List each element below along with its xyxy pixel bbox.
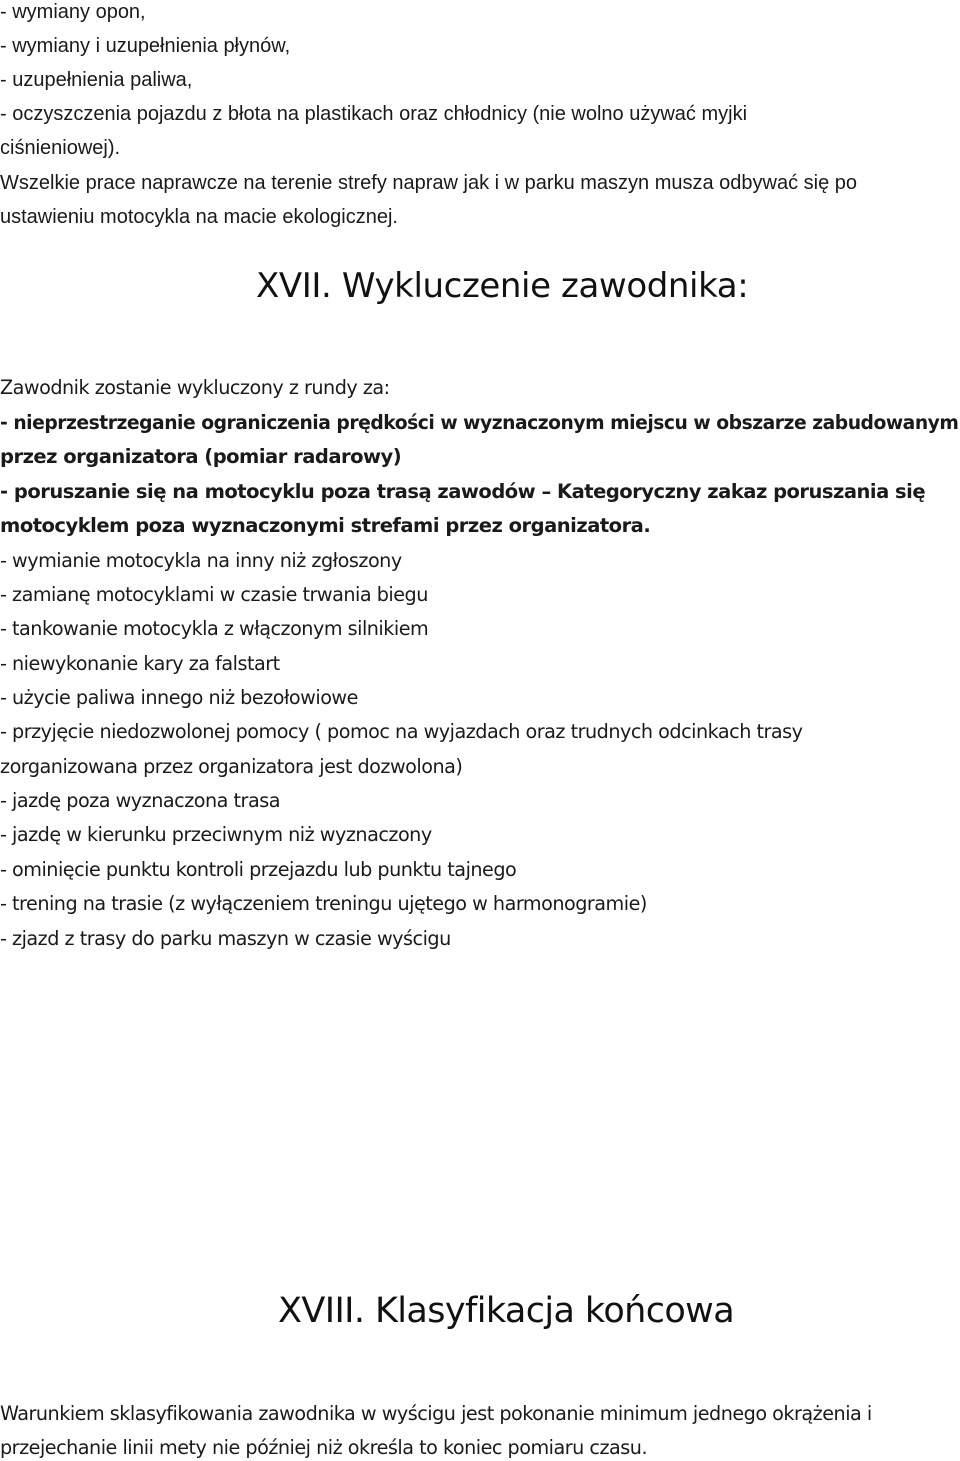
intro-line: ciśnieniowej). bbox=[0, 137, 121, 159]
list-item: - wymianie motocykla na inny niż zgłoszony bbox=[0, 549, 402, 572]
paragraph-line: Warunkiem sklasyfikowania zawodnika w wyścigu jest pokonanie minimum jednego okrążenia i bbox=[0, 1402, 872, 1425]
section-intro: Zawodnik zostanie wykluczony z rundy za: bbox=[0, 376, 390, 399]
section-heading-xviii: XVIII. Klasyfikacja końcowa bbox=[278, 1291, 735, 1331]
bold-rule-line: - poruszanie się na motocyklu poza trasą zawodów – Kategoryczny zakaz poruszania się bbox=[0, 480, 926, 503]
intro-line: Wszelkie prace naprawcze na terenie strefy napraw jak i w parku maszyn musza odbywać się po bbox=[0, 172, 858, 194]
list-item: - niewykonanie kary za falstart bbox=[0, 652, 280, 675]
list-item: - użycie paliwa innego niż bezołowiowe bbox=[0, 686, 358, 709]
paragraph-line: przejechanie linii mety nie później niż określa to koniec pomiaru czasu. bbox=[0, 1436, 648, 1459]
list-item: - zjazd z trasy do parku maszyn w czasie wyścigu bbox=[0, 927, 451, 950]
bold-rule-line: - nieprzestrzeganie ograniczenia prędkości w wyznaczonym miejscu w obszarze zabudowanym bbox=[0, 411, 959, 434]
list-item: - tankowanie motocykla z włączonym silnikiem bbox=[0, 617, 429, 640]
intro-line: ustawieniu motocykla na macie ekologicznej. bbox=[0, 206, 398, 228]
intro-line: - wymiany i uzupełnienia płynów, bbox=[0, 35, 291, 57]
intro-line: - uzupełnienia paliwa, bbox=[0, 69, 193, 91]
intro-line: - wymiany opon, bbox=[0, 1, 146, 23]
bold-rule-line: przez organizatora (pomiar radarowy) bbox=[0, 445, 402, 468]
list-item: - przyjęcie niedozwolonej pomocy ( pomoc na wyjazdach oraz trudnych odcinkach trasy bbox=[0, 720, 803, 743]
section-heading-xvii: XVII. Wykluczenie zawodnika: bbox=[256, 266, 749, 306]
list-item: - zamianę motocyklami w czasie trwania biegu bbox=[0, 583, 428, 606]
list-item: - trening na trasie (z wyłączeniem treningu ujętego w harmonogramie) bbox=[0, 892, 647, 915]
bold-rule-line: motocyklem poza wyznaczonymi strefami przez organizatora. bbox=[0, 514, 651, 537]
list-item: - jazdę poza wyznaczona trasa bbox=[0, 789, 280, 812]
list-item: zorganizowana przez organizatora jest dozwolona) bbox=[0, 755, 463, 778]
list-item: - jazdę w kierunku przeciwnym niż wyznaczony bbox=[0, 823, 432, 846]
list-item: - ominięcie punktu kontroli przejazdu lub punktu tajnego bbox=[0, 858, 517, 881]
intro-line: - oczyszczenia pojazdu z błota na plastikach oraz chłodnicy (nie wolno używać myjki bbox=[0, 103, 748, 125]
